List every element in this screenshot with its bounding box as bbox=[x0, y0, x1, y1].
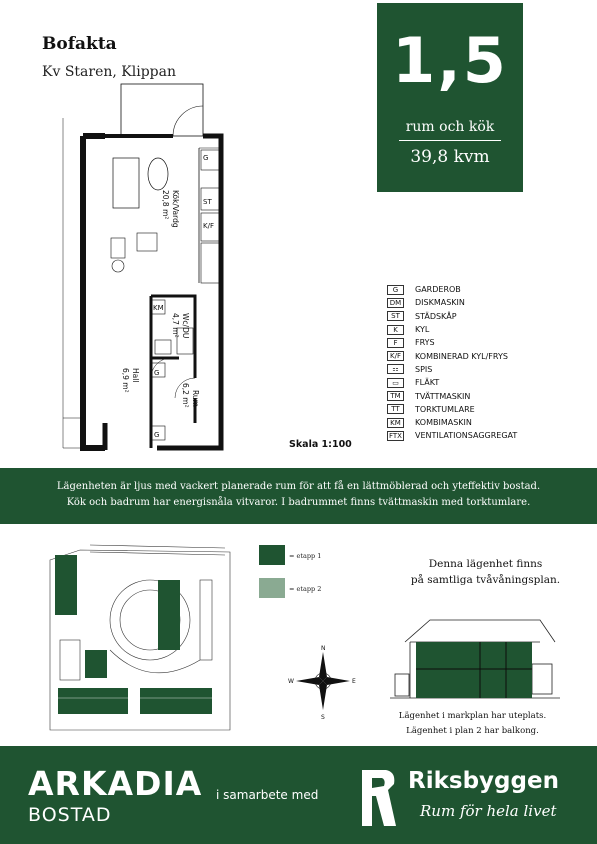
compass-icon bbox=[288, 642, 358, 720]
riksbyggen-tagline: Rum för hela livet bbox=[420, 802, 557, 820]
site-plan bbox=[40, 540, 240, 735]
legend-code: FTX bbox=[387, 431, 404, 441]
code-label: G bbox=[203, 154, 209, 162]
partner-text: i samarbete med bbox=[216, 788, 319, 802]
room-label-kitchen: Kök/Vardg bbox=[171, 190, 180, 228]
room-label-wc: Wc/DU bbox=[181, 313, 190, 339]
availability-line: Denna lägenhet finns bbox=[428, 558, 543, 570]
compass-e: E bbox=[352, 678, 356, 685]
legend-item bbox=[387, 416, 517, 429]
legend-code: TT bbox=[387, 404, 404, 414]
info-line: Lägenheten är ljus med vackert planerade rum för att få en lättmöblerad och yteffektiv bostad. bbox=[56, 481, 541, 492]
code-label: G bbox=[154, 431, 160, 439]
legend-code: K bbox=[387, 325, 404, 335]
code-label: K/F bbox=[203, 222, 214, 230]
legend-item bbox=[387, 389, 517, 402]
legend-code: K/F bbox=[387, 351, 404, 361]
code-label: G bbox=[154, 369, 160, 377]
compass-s: S bbox=[321, 714, 325, 720]
legend-label: TVÄTTMASKIN bbox=[415, 391, 471, 401]
legend-item bbox=[387, 283, 517, 296]
arkadia-logo-sub: BOSTAD bbox=[28, 804, 112, 826]
legend-item bbox=[387, 336, 517, 349]
riksbyggen-logo-icon bbox=[358, 766, 400, 830]
divider bbox=[399, 140, 501, 141]
legend-code: DM bbox=[387, 298, 404, 308]
floor-plan bbox=[55, 78, 285, 458]
legend-item bbox=[387, 376, 517, 389]
room-label-rum: Rum bbox=[191, 390, 200, 407]
room-count: 1,5 bbox=[392, 24, 508, 97]
room-area-kitchen: 20,8 m² bbox=[161, 190, 170, 220]
legend-code: TM bbox=[387, 391, 404, 401]
availability-note bbox=[398, 556, 573, 588]
footer bbox=[0, 746, 597, 844]
etapp1-label: = etapp 1 bbox=[289, 552, 322, 560]
legend-code: ST bbox=[387, 311, 404, 321]
room-area-rum: 6,2 m² bbox=[181, 383, 190, 408]
room-area-wc: 4,7 m² bbox=[171, 313, 180, 338]
legend-label: DISKMASKIN bbox=[415, 298, 465, 308]
room-count-box bbox=[377, 3, 523, 192]
legend-label: TORKTUMLARE bbox=[415, 404, 475, 414]
etapp2-label: = etapp 2 bbox=[289, 585, 322, 593]
legend-item bbox=[387, 310, 517, 323]
legend-item bbox=[387, 296, 517, 309]
legend-item bbox=[387, 323, 517, 336]
page-title: Bofakta bbox=[42, 34, 117, 54]
legend-label: STÄDSKÅP bbox=[415, 311, 457, 321]
building-elevation bbox=[390, 612, 560, 708]
etapp1-swatch bbox=[259, 545, 285, 565]
legend-label: KYL bbox=[415, 325, 430, 335]
legend-label: FRYS bbox=[415, 338, 435, 348]
legend-label: KOMBIMASKIN bbox=[415, 418, 472, 428]
legend-item bbox=[387, 429, 517, 442]
legend-code: G bbox=[387, 285, 404, 295]
code-label: KM bbox=[153, 304, 164, 312]
legend-label: VENTILATIONSAGGREGAT bbox=[415, 431, 518, 441]
room-label-hall: Hall bbox=[131, 368, 140, 383]
compass-n: N bbox=[321, 645, 326, 652]
scale-label: Skala 1:100 bbox=[289, 439, 352, 450]
unit-notes bbox=[385, 709, 560, 739]
page-subtitle: Kv Staren, Klippan bbox=[42, 64, 176, 80]
arkadia-logo: ARKADIA bbox=[28, 764, 203, 803]
info-line: Kök och badrum har energisnåla vitvaror. I badrummet finns tvättmaskin med torktumlare. bbox=[66, 497, 531, 508]
legend-code: KM bbox=[387, 418, 404, 428]
apartment-area: 39,8 kvm bbox=[410, 147, 490, 167]
availability-line: på samtliga tvåvåningsplan. bbox=[410, 574, 561, 586]
legend-label: GARDEROB bbox=[415, 285, 461, 295]
legend-code: F bbox=[387, 338, 404, 348]
legend-item bbox=[387, 349, 517, 362]
code-label: ST bbox=[203, 198, 212, 206]
riksbyggen-logo: Riksbyggen bbox=[408, 768, 559, 794]
stove-icon: ⚏ bbox=[387, 364, 404, 374]
legend-item bbox=[387, 403, 517, 416]
info-band bbox=[0, 468, 597, 524]
fan-icon: ▭ bbox=[387, 378, 404, 388]
room-count-label: rum och kök bbox=[405, 119, 495, 135]
note-line: Lägenhet i plan 2 har balkong. bbox=[406, 726, 539, 736]
etapp2-swatch bbox=[259, 578, 285, 598]
legend-label: SPIS bbox=[415, 364, 433, 374]
compass-w: W bbox=[288, 678, 294, 685]
note-line: Lägenhet i markplan har uteplats. bbox=[398, 711, 547, 721]
appliance-legend bbox=[387, 283, 517, 443]
legend-label: KOMBINERAD KYL/FRYS bbox=[415, 351, 508, 361]
legend-item bbox=[387, 363, 517, 376]
room-area-hall: 6,9 m² bbox=[121, 368, 130, 393]
legend-label: FLÄKT bbox=[415, 378, 440, 388]
